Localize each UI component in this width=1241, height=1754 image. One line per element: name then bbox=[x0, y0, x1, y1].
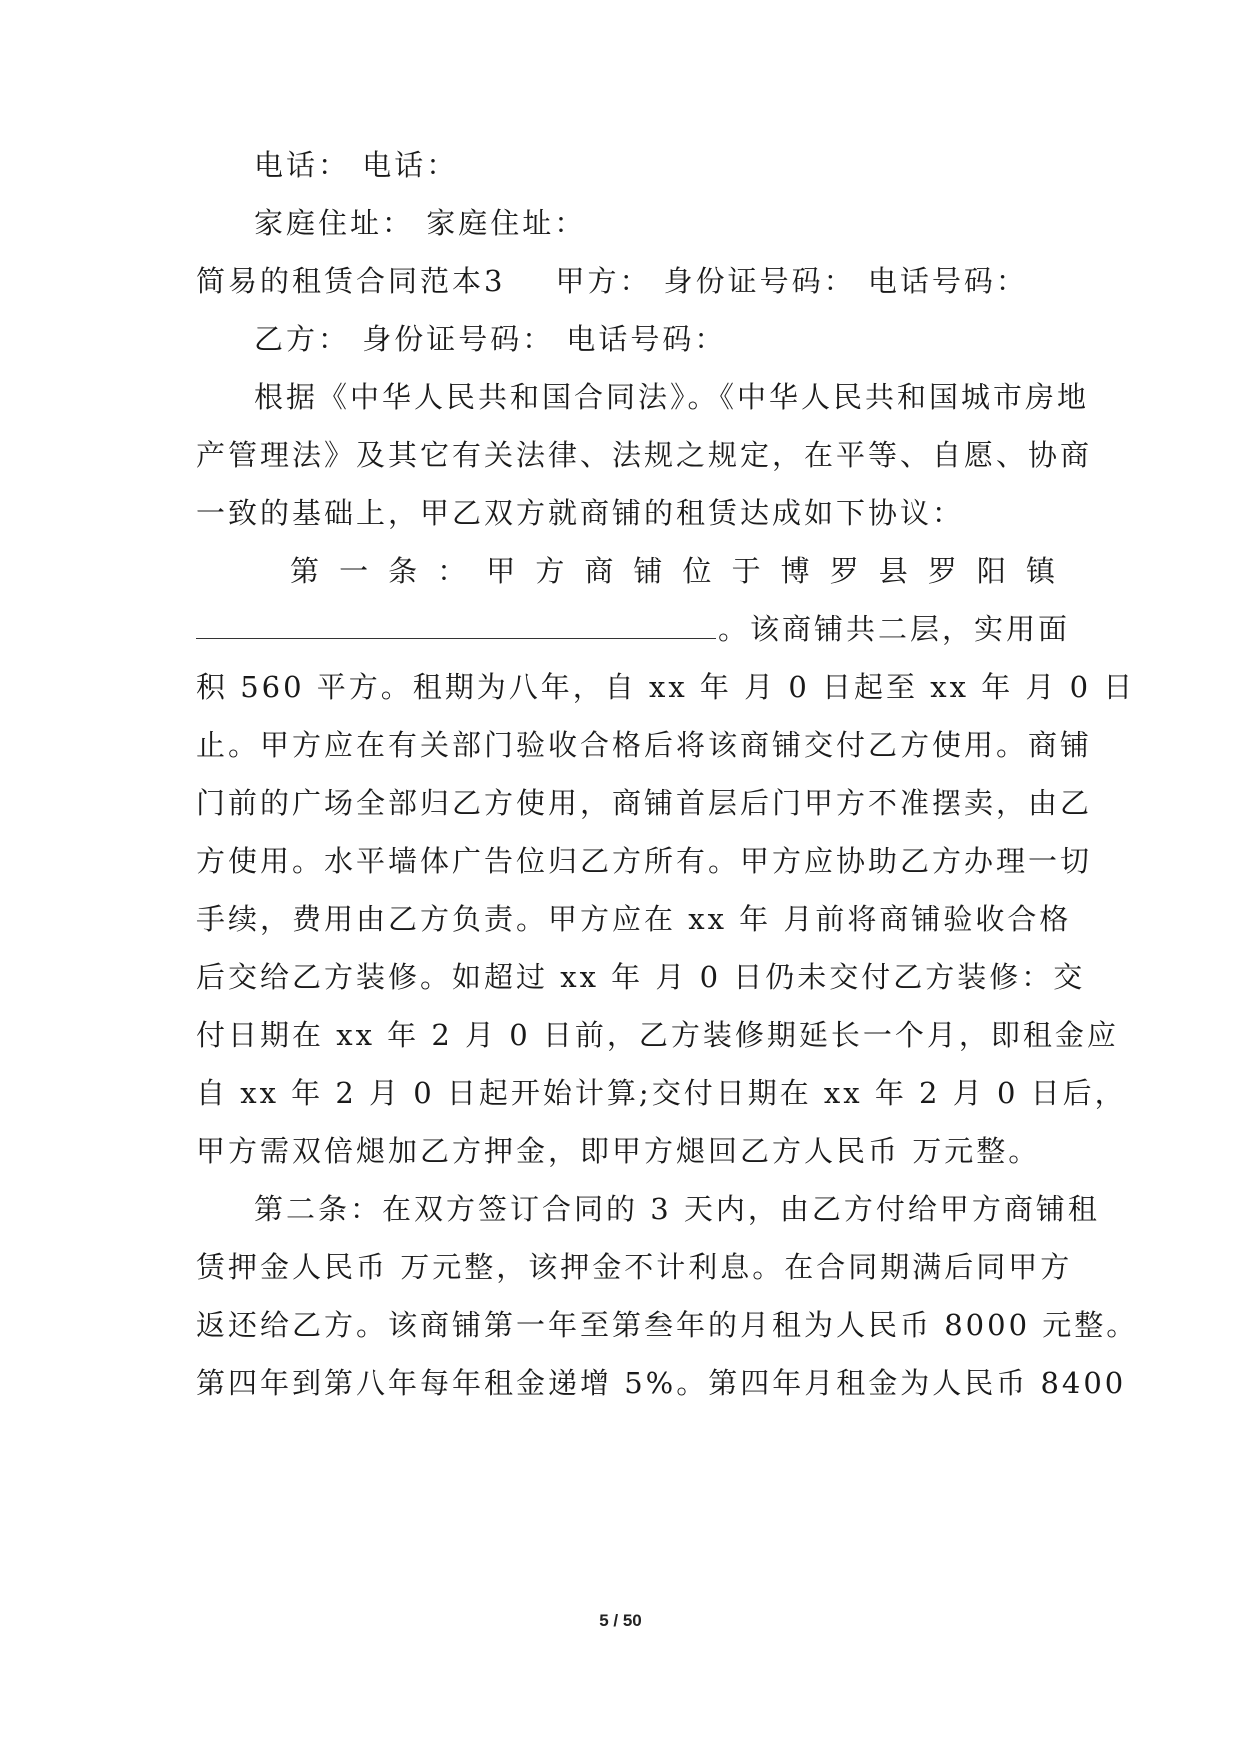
text-line: 第二条：在双方签订合同的 3 天内，由乙方付给甲方商铺租 bbox=[254, 1192, 1100, 1226]
text-line: 一致的基础上，甲乙双方就商铺的租赁达成如下协议： bbox=[196, 496, 965, 530]
text-line: 自 xx 年 2 月 0 日起开始计算;交付日期在 xx 年 2 月 0 日后， bbox=[196, 1076, 1127, 1110]
page-number: 5 / 50 bbox=[599, 1611, 642, 1630]
text-line: 手续，费用由乙方负责。甲方应在 xx 年 月前将商铺验收合格 bbox=[196, 902, 1072, 936]
text-line: 返还给乙方。该商铺第一年至第叁年的月租为人民币 8000 元整。 bbox=[196, 1308, 1139, 1342]
text-line: 甲方需双倍煺加乙方押金，即甲方煺回乙方人民币 万元整。 bbox=[196, 1134, 1041, 1168]
text-line: 付日期在 xx 年 2 月 0 日前，乙方装修期延长一个月，即租金应 bbox=[196, 1018, 1119, 1052]
text-line bbox=[196, 261, 1058, 301]
text-line: 止。甲方应在有关部门验收合格后将该商铺交付乙方使用。商铺 bbox=[196, 728, 1093, 762]
section-title: 简易的租赁合同范本3 bbox=[196, 264, 506, 298]
article-one-heading: 第 一 条 ： 甲 方 商 铺 位 于 博 罗 县 罗 阳 镇 bbox=[290, 554, 1058, 588]
text-line: 积 560 平方。租期为八年，自 xx 年 月 0 日起至 xx 年 月 0 日 bbox=[196, 670, 1136, 704]
text-line: 产管理法》及其它有关法律、法规之规定，在平等、自愿、协商 bbox=[196, 438, 1093, 472]
blank-field bbox=[196, 614, 716, 639]
party-a-info: 甲方： 身份证号码： 电话号码： bbox=[555, 264, 1028, 298]
text-line: 家庭住址： 家庭住址： bbox=[254, 206, 587, 240]
text-line: 赁押金人民币 万元整，该押金不计利息。在合同期满后同甲方 bbox=[196, 1250, 1073, 1284]
text-line: 后交给乙方装修。如超过 xx 年 月 0 日仍未交付乙方装修：交 bbox=[196, 960, 1086, 994]
text-line: 方使用。水平墙体广告位归乙方所有。甲方应协助乙方办理一切 bbox=[196, 844, 1093, 878]
text-line: 。该商铺共二层，实用面 bbox=[196, 609, 1058, 649]
text-line: 乙方： 身份证号码： 电话号码： bbox=[254, 322, 727, 356]
text-line: 电话： 电话： bbox=[254, 148, 459, 182]
text-line: 根据《中华人民共和国合同法》。《中华人民共和国城市房地 bbox=[254, 380, 1090, 414]
text-line: 第四年到第八年每年租金递增 5%。第四年月租金为人民币 8400 bbox=[196, 1366, 1127, 1400]
text-line: 门前的广场全部归乙方使用，商铺首层后门甲方不准摆卖，由乙 bbox=[196, 786, 1093, 820]
